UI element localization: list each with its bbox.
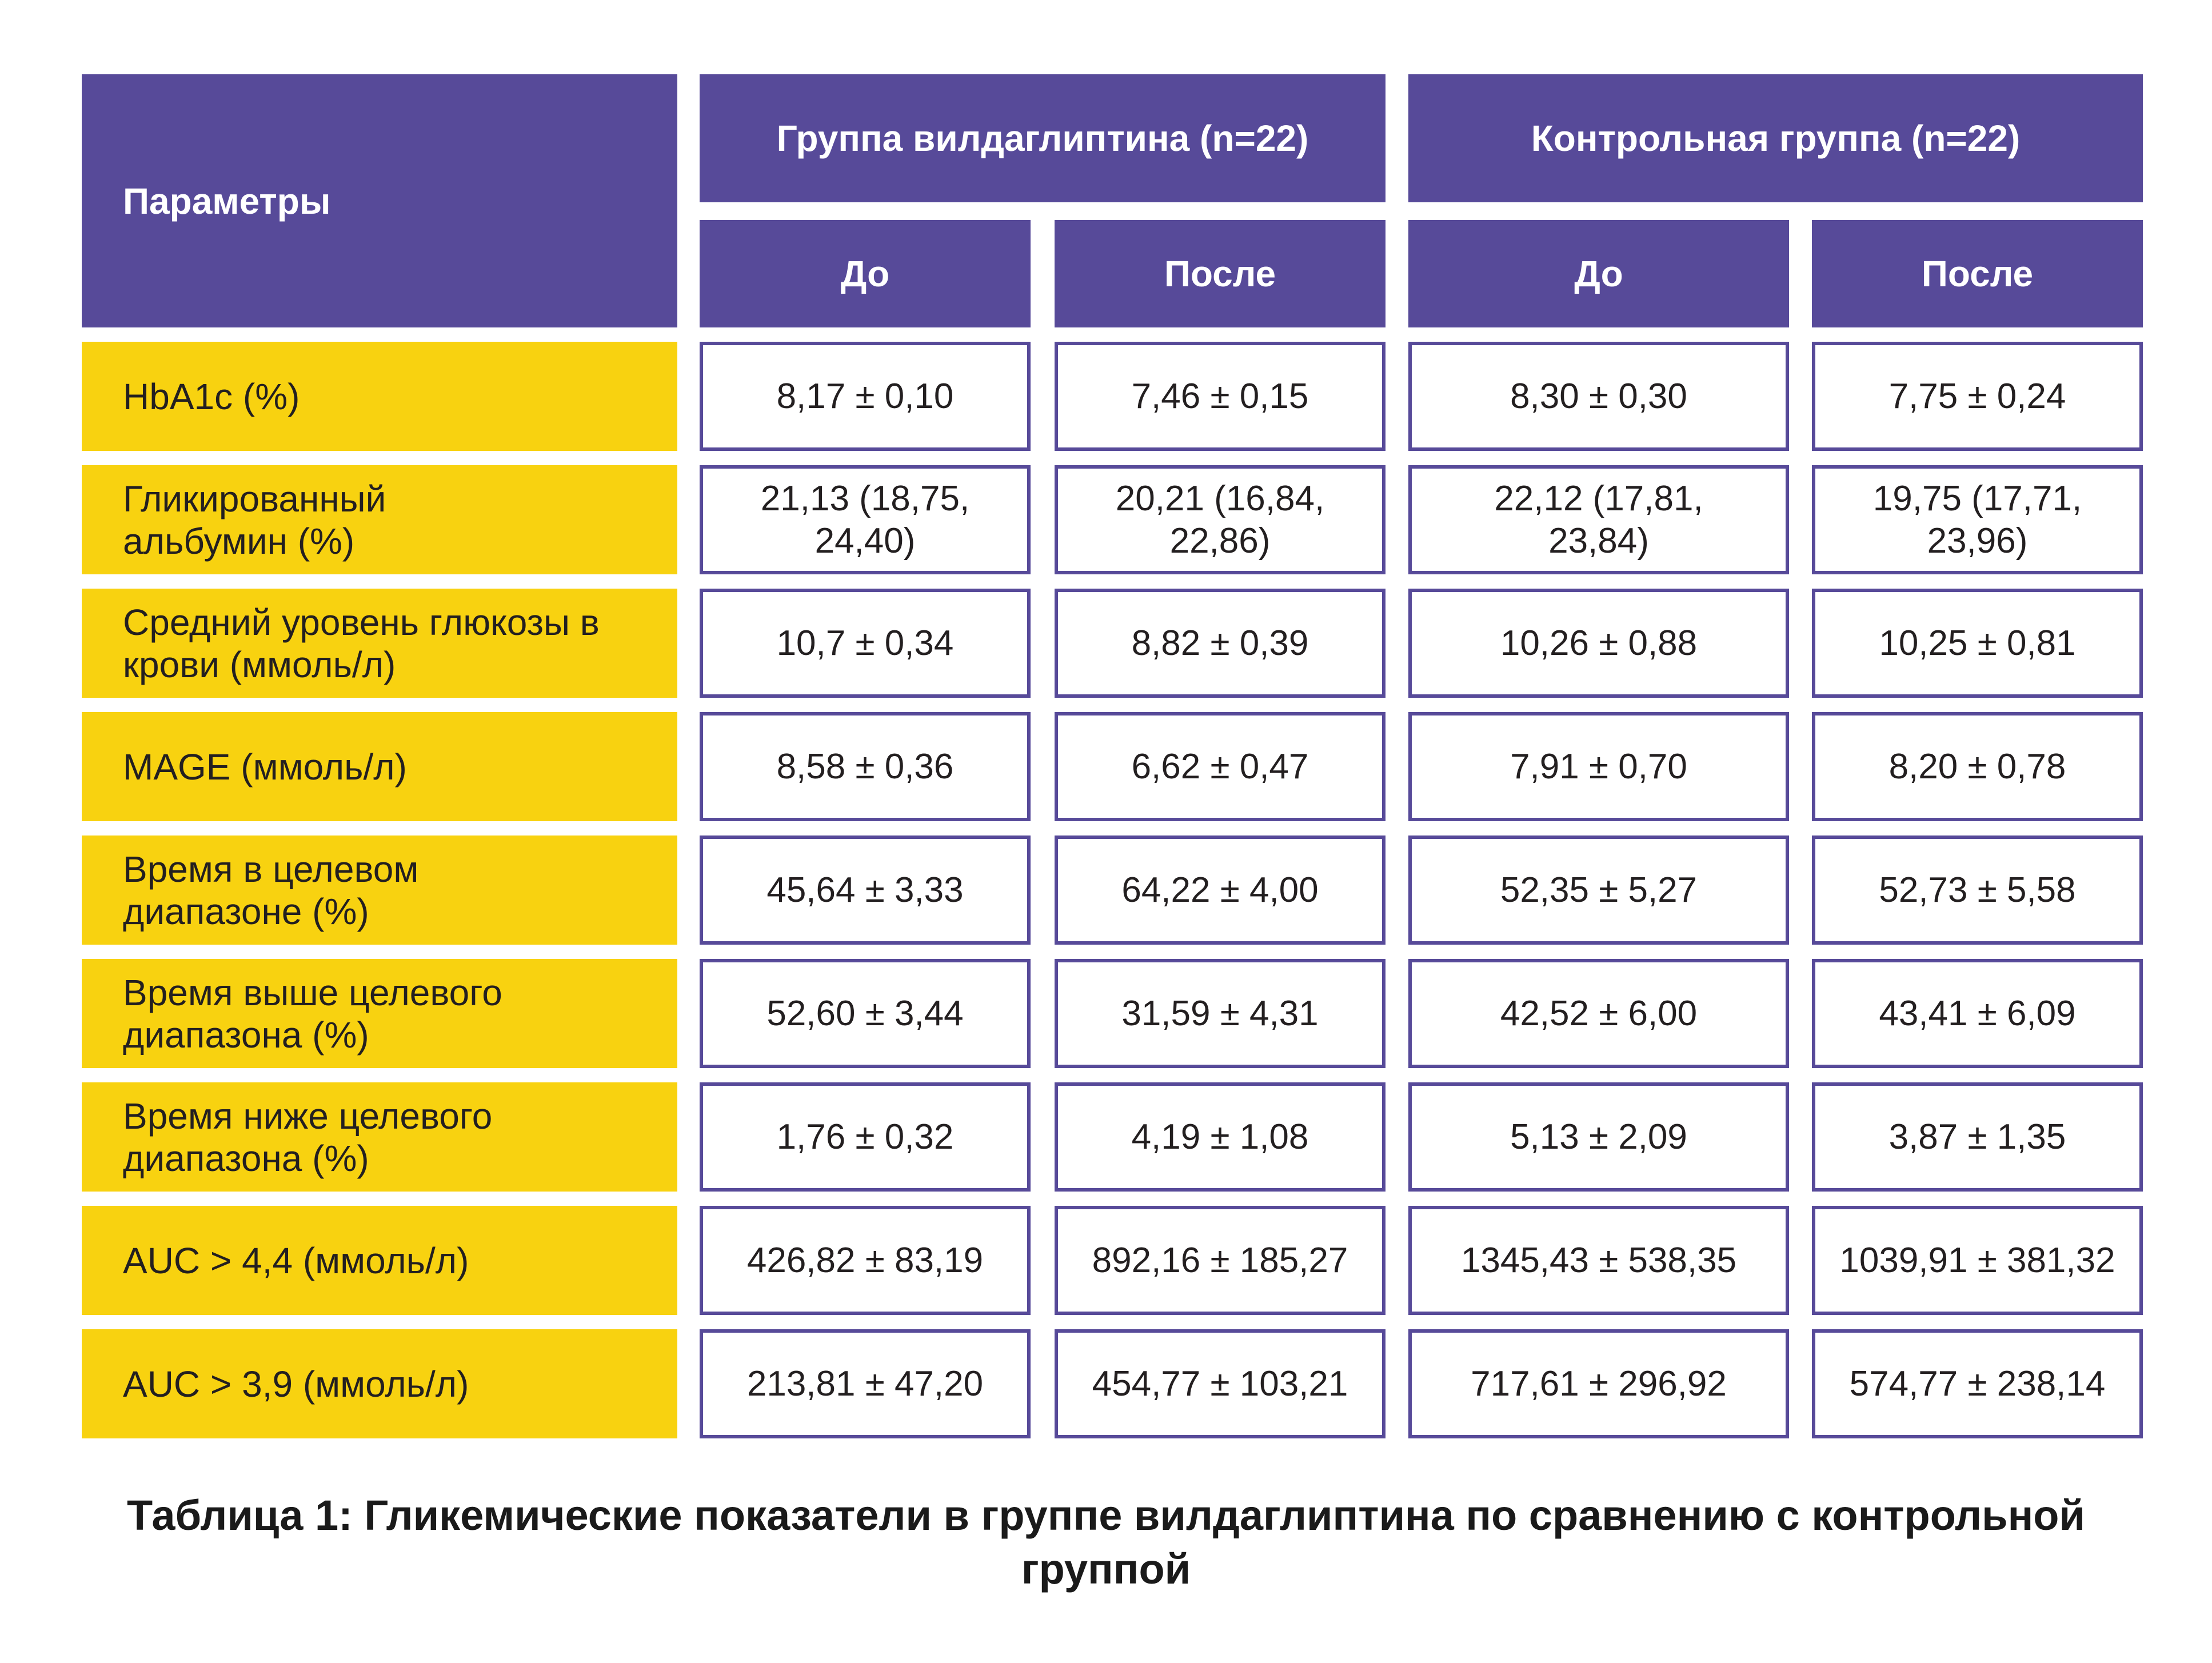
value-cell — [1408, 589, 1789, 698]
value-cell — [1055, 465, 1386, 574]
value-text: 8,20 ± 0,78 — [1888, 746, 2066, 786]
param-label: HbA1c (%) — [123, 375, 300, 417]
value-text: 3,87 ± 1,35 — [1888, 1117, 2066, 1157]
table-caption: Таблица 1: Гликемические показатели в группе вилдаглиптина по сравнению с контрольной группой — [127, 1492, 2085, 1593]
value-cell — [1408, 959, 1789, 1068]
param-label: AUC > 4,4 (ммоль/л) — [123, 1240, 469, 1281]
value-cell — [1408, 342, 1789, 451]
header-control-after-label: После — [1921, 253, 2034, 294]
value-cell — [1055, 589, 1386, 698]
value-cell — [700, 1082, 1031, 1192]
param-time-below-range — [82, 1082, 677, 1192]
value-cell — [1408, 712, 1789, 821]
value-cell — [1812, 1206, 2143, 1315]
param-label: MAGE (ммоль/л) — [123, 746, 407, 787]
value-text: 10,7 ± 0,34 — [776, 623, 954, 663]
value-cell — [1055, 1329, 1386, 1438]
value-text: 19,75 (17,71, 23,96) — [1872, 478, 2082, 561]
value-text: 5,13 ± 2,09 — [1510, 1117, 1687, 1157]
value-cell — [1812, 1082, 2143, 1192]
value-text: 213,81 ± 47,20 — [746, 1364, 984, 1404]
value-text: 10,26 ± 0,88 — [1500, 623, 1698, 663]
header-vilda-after-label: После — [1164, 253, 1276, 294]
value-cell — [1055, 836, 1386, 945]
value-text: 21,13 (18,75, 24,40) — [760, 478, 970, 561]
header-group-vildagliptin — [700, 74, 1386, 202]
value-cell — [1812, 1329, 2143, 1438]
param-label: Средний уровень глюкозы в крови (ммоль/л) — [123, 601, 600, 685]
value-text: 8,58 ± 0,36 — [776, 746, 954, 786]
param-mage — [82, 712, 677, 821]
value-cell — [1055, 1206, 1386, 1315]
param-label: AUC > 3,9 (ммоль/л) — [123, 1363, 469, 1405]
value-cell — [1408, 836, 1789, 945]
value-text: 52,35 ± 5,27 — [1500, 870, 1698, 910]
header-group-control-label: Контрольная группа (n=22) — [1531, 118, 2021, 159]
value-text: 7,75 ± 0,24 — [1888, 376, 2066, 416]
header-vilda-before-label: До — [840, 253, 890, 294]
header-params — [82, 74, 677, 327]
header-vilda-after — [1055, 220, 1386, 327]
value-cell — [1812, 465, 2143, 574]
value-text: 43,41 ± 6,09 — [1879, 993, 2076, 1033]
value-cell — [1055, 342, 1386, 451]
param-label: Время в целевом диапазоне (%) — [123, 848, 419, 932]
value-text: 574,77 ± 238,14 — [1849, 1364, 2106, 1404]
value-text: 1039,91 ± 381,32 — [1839, 1240, 2115, 1280]
value-cell — [700, 465, 1031, 574]
value-cell — [700, 712, 1031, 821]
param-auc-4-4 — [82, 1206, 677, 1315]
param-time-above-range — [82, 959, 677, 1068]
value-text: 454,77 ± 103,21 — [1092, 1364, 1348, 1404]
value-text: 64,22 ± 4,00 — [1121, 870, 1319, 910]
value-text: 6,62 ± 0,47 — [1131, 746, 1309, 786]
value-cell — [1812, 959, 2143, 1068]
value-cell — [1408, 1206, 1789, 1315]
value-cell — [700, 836, 1031, 945]
value-cell — [1408, 465, 1789, 574]
value-text: 8,17 ± 0,10 — [776, 376, 954, 416]
header-group-control — [1408, 74, 2143, 202]
value-cell — [700, 1206, 1031, 1315]
value-text: 22,12 (17,81, 23,84) — [1494, 478, 1703, 561]
value-cell — [1408, 1082, 1789, 1192]
value-cell — [1055, 1082, 1386, 1192]
value-cell — [1055, 959, 1386, 1068]
value-cell — [1812, 836, 2143, 945]
param-time-in-range — [82, 836, 677, 945]
param-label: Время ниже целевого диапазона (%) — [123, 1095, 493, 1179]
param-mean-glucose — [82, 589, 677, 698]
value-text: 426,82 ± 83,19 — [746, 1240, 984, 1280]
param-glycated-albumin — [82, 465, 677, 574]
value-text: 8,30 ± 0,30 — [1510, 376, 1687, 416]
value-text: 42,52 ± 6,00 — [1500, 993, 1698, 1033]
header-control-before — [1408, 220, 1789, 327]
header-group-vildagliptin-label: Группа вилдаглиптина (n=22) — [776, 118, 1309, 159]
value-text: 7,91 ± 0,70 — [1510, 746, 1687, 786]
header-vilda-before — [700, 220, 1031, 327]
value-text: 4,19 ± 1,08 — [1131, 1117, 1309, 1157]
value-text: 8,82 ± 0,39 — [1131, 623, 1309, 663]
header-params-label: Параметры — [123, 180, 331, 222]
param-label: Гликированный альбумин (%) — [123, 478, 386, 562]
value-text: 20,21 (16,84, 22,86) — [1115, 478, 1325, 561]
value-text: 892,16 ± 185,27 — [1092, 1240, 1348, 1280]
header-control-before-label: До — [1574, 253, 1623, 294]
value-cell — [700, 589, 1031, 698]
value-text: 7,46 ± 0,15 — [1131, 376, 1309, 416]
value-text: 10,25 ± 0,81 — [1879, 623, 2076, 663]
header-control-after — [1812, 220, 2143, 327]
value-cell — [700, 342, 1031, 451]
value-text: 1,76 ± 0,32 — [776, 1117, 954, 1157]
value-text: 31,59 ± 4,31 — [1121, 993, 1319, 1033]
value-cell — [1812, 342, 2143, 451]
value-text: 717,61 ± 296,92 — [1471, 1364, 1727, 1404]
value-text: 52,60 ± 3,44 — [766, 993, 964, 1033]
value-text: 1345,43 ± 538,35 — [1460, 1240, 1737, 1280]
param-auc-3-9 — [82, 1329, 677, 1438]
param-hba1c — [82, 342, 677, 451]
param-label: Время выше целевого диапазона (%) — [123, 972, 502, 1056]
value-cell — [1812, 589, 2143, 698]
value-cell — [1408, 1329, 1789, 1438]
value-cell — [700, 959, 1031, 1068]
value-cell — [1055, 712, 1386, 821]
value-text: 52,73 ± 5,58 — [1879, 870, 2076, 910]
value-text: 45,64 ± 3,33 — [766, 870, 964, 910]
value-cell — [700, 1329, 1031, 1438]
value-cell — [1812, 712, 2143, 821]
